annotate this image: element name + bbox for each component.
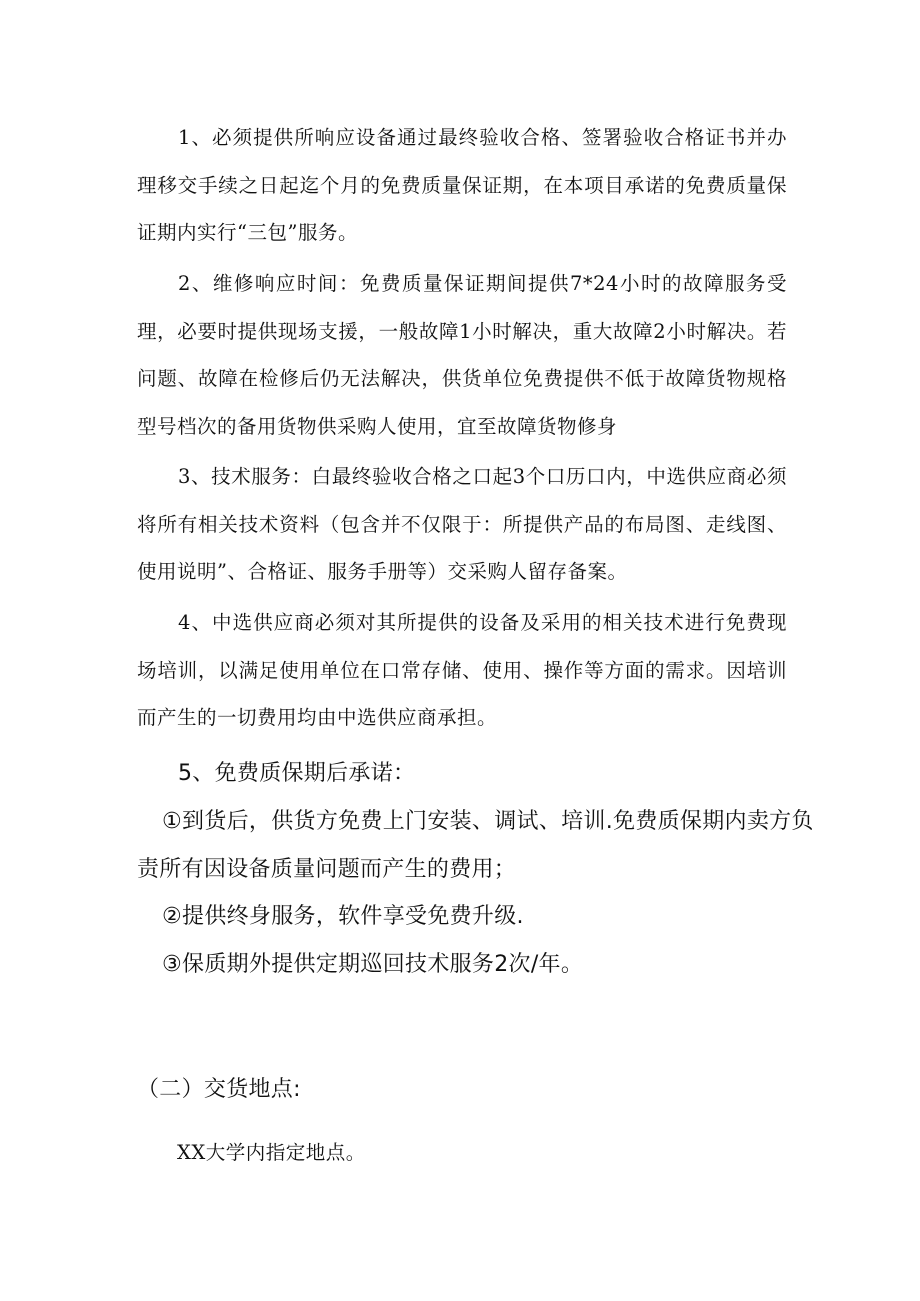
clause-3-paragraph: 3、技术服务：白最终验收合格之口起3个口历口内，中选供应商必须将所有相关技术资料（包含并不仅限于：所提供产品的布局图、走线图、使用说明”、合格证、服务手册等）交采购人留存备案。 [137, 465, 787, 583]
delivery-location-text: XX大学内指定地点。 [177, 1141, 366, 1164]
clause-1-paragraph: 1、必须提供所响应设备通过最终验收合格、签署验收合格证书并办理移交手续之日起迄个月的免费质量保证期，在本项目承诺的免费质量保证期内实行“三包”服务。 [137, 126, 787, 244]
section-title-delivery-location: （二）交货地点: [137, 1077, 301, 1102]
clause-2-paragraph: 2、维修响应时间：免费质量保证期间提供7*24小时的故障服务受理，必要时提供现场支援，一般故障1小时解决，重大故障2小时解决。若问题、故障在检修后仍无法解决，供货单位免费提供不低于故障货物规格型号档次的备用货物供采购人使用，宜至故障货物修身 [137, 272, 787, 438]
commitment-2: ②提供终身服务，软件享受免费升级. [162, 904, 524, 929]
clause-5-heading: 5、免费质保期后承诺： [178, 761, 416, 786]
commitment-3: ③保质期外提供定期巡回技术服务2次/年。 [162, 952, 584, 977]
commitment-1: ①到货后，供货方免费上门安装、调试、培训.免费质保期内卖方负责所有因设备质量问题而产生的费用； [137, 809, 814, 882]
clause-4-paragraph: 4、中选供应商必须对其所提供的设备及采用的相关技术进行免费现场培训，以满足使用单位在口常存储、使用、操作等方面的需求。因培训而产生的一切费用均由中选供应商承担。 [137, 611, 787, 729]
